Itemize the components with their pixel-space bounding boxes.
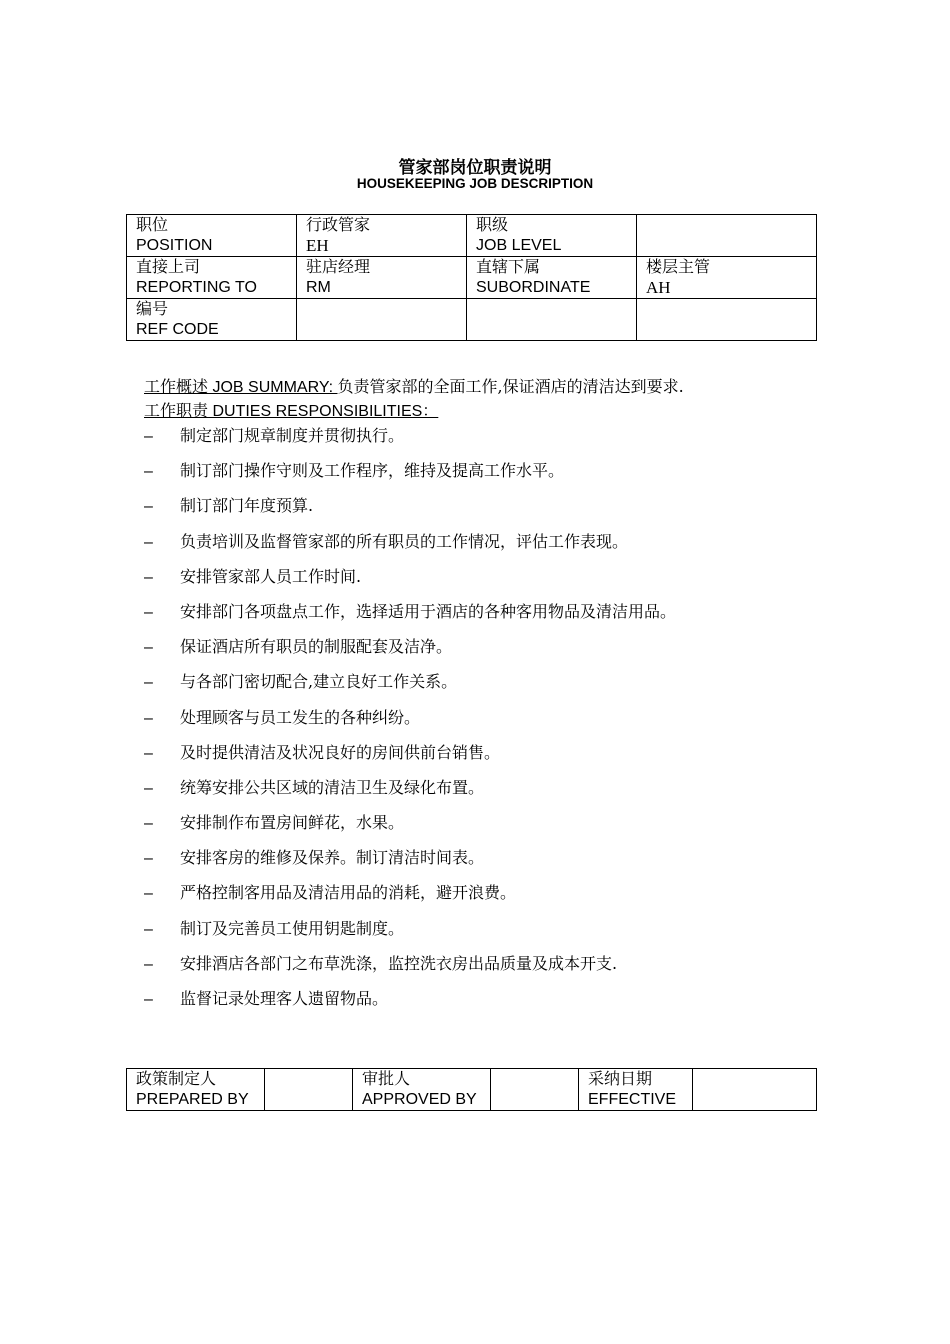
duty-item — [144, 600, 676, 635]
level-label-cell — [467, 215, 637, 257]
duties-label-en: DUTIES RESPONSIBILITIES： — [208, 403, 439, 420]
ref-label-cell — [127, 299, 297, 341]
summary-label — [144, 377, 338, 396]
subordinate-value-en: AH — [646, 278, 671, 297]
duty-item — [144, 776, 676, 811]
duty-item — [144, 811, 676, 846]
table-row — [127, 257, 817, 299]
duty-text: 严格控制客用品及清洁用品的消耗，避开浪费。 — [180, 883, 517, 903]
duty-text: 制定部门规章制度并贯彻执行。 — [180, 426, 405, 445]
level-value-cell — [637, 215, 817, 257]
duty-item — [144, 530, 676, 565]
dash-bullet: – — [144, 744, 153, 762]
duty-item — [144, 459, 676, 494]
summary-text: 负责管家部的全面工作,保证酒店的清洁达到要求. — [337, 377, 684, 396]
prepared-label-cell — [127, 1069, 265, 1111]
duty-text: 安排部门各项盘点工作，选择适用于酒店的各种客用物品及清洁用品。 — [180, 601, 677, 621]
dash-bullet: – — [144, 709, 153, 727]
duty-text: 制订部门操作守则及工作程序，维持及提高工作水平。 — [180, 461, 565, 481]
dash-bullet: – — [144, 463, 153, 481]
level-label-zh: 职级 — [476, 215, 509, 234]
approved-label-en: APPROVED BY — [362, 1091, 477, 1108]
approved-label-zh: 审批人 — [362, 1069, 411, 1088]
position-label-zh: 职位 — [136, 215, 169, 234]
subordinate-value-zh: 楼层主管 — [646, 257, 711, 276]
position-label-en: POSITION — [136, 237, 213, 254]
empty-cell — [637, 299, 817, 341]
table-row — [127, 215, 817, 257]
reporting-value-zh: 驻店经理 — [306, 257, 371, 276]
duty-item — [144, 846, 676, 881]
duty-text: 统筹安排公共区域的清洁卫生及绿化布置。 — [180, 777, 485, 797]
position-value-cell — [297, 215, 467, 257]
reporting-label-zh: 直接上司 — [136, 257, 201, 276]
duty-text: 保证酒店所有职员的制服配套及洁净。 — [180, 637, 453, 657]
job-info-table — [126, 214, 817, 341]
duties-label — [144, 401, 438, 420]
reporting-value-cell — [297, 257, 467, 299]
duty-item — [144, 670, 676, 705]
duties-label-zh: 工作职责 — [144, 401, 209, 420]
duty-item — [144, 424, 676, 459]
level-label-en: JOB LEVEL — [476, 237, 562, 254]
duty-text: 与各部门密切配合,建立良好工作关系。 — [180, 672, 458, 692]
approved-label-cell — [353, 1069, 491, 1111]
dash-bullet: – — [144, 533, 153, 551]
prepared-label-en: PREPARED BY — [136, 1091, 249, 1108]
subordinate-label-cell — [467, 257, 637, 299]
duty-text: 安排制作布置房间鲜花，水果。 — [180, 813, 405, 833]
table-row — [127, 299, 817, 341]
dash-bullet: – — [144, 674, 153, 692]
subordinate-value-cell — [637, 257, 817, 299]
duty-text: 及时提供清洁及状况良好的房间供前台销售。 — [180, 742, 501, 762]
effective-label-en: EFFECTIVE — [588, 1091, 677, 1108]
reporting-label-en: REPORTING TO — [136, 279, 257, 296]
duty-text: 安排管家部人员工作时间. — [180, 566, 362, 586]
subordinate-label-en: SUBORDINATE — [476, 279, 591, 296]
effective-label-zh: 采纳日期 — [588, 1069, 653, 1088]
dash-bullet: – — [144, 428, 153, 445]
document-title-zh: 管家部岗位职责说明 — [398, 158, 552, 178]
dash-bullet: – — [144, 815, 153, 833]
duty-item — [144, 987, 676, 1022]
duty-text: 处理顾客与员工发生的各种纠纷。 — [180, 707, 421, 727]
dash-bullet: – — [144, 991, 153, 1008]
summary-label-zh: 工作概述 — [144, 377, 209, 396]
duty-text: 监督记录处理客人遗留物品。 — [180, 989, 389, 1008]
duty-text: 制订部门年度预算. — [180, 496, 314, 516]
position-label-cell — [127, 215, 297, 257]
ref-label-en: REF CODE — [136, 321, 219, 338]
position-value-en: EH — [306, 236, 329, 255]
duty-text: 安排酒店各部门之布草洗涤，监控洗衣房出品质量及成本开支. — [180, 953, 618, 973]
dash-bullet: – — [144, 885, 153, 903]
dash-bullet: – — [144, 779, 153, 797]
effective-label-cell — [579, 1069, 693, 1111]
subordinate-label-zh: 直辖下属 — [476, 257, 541, 276]
duty-text: 安排客房的维修及保养。制订清洁时间表。 — [180, 848, 485, 868]
dash-bullet: – — [144, 920, 153, 938]
reporting-value-en: RM — [306, 279, 331, 296]
ref-value-cell — [297, 299, 467, 341]
duties-list — [144, 424, 676, 1022]
dash-bullet: – — [144, 850, 153, 868]
position-value-zh: 行政管家 — [306, 215, 371, 234]
dash-bullet: – — [144, 498, 153, 516]
empty-cell — [467, 299, 637, 341]
duty-item — [144, 565, 676, 600]
approval-table — [126, 1068, 817, 1111]
duty-item — [144, 881, 676, 916]
dash-bullet: – — [144, 639, 153, 657]
dash-bullet: – — [144, 603, 153, 621]
duty-text: 制订及完善员工使用钥匙制度。 — [180, 918, 405, 938]
summary-label-en: JOB SUMMARY: — [208, 379, 338, 396]
duty-item — [144, 741, 676, 776]
reporting-label-cell — [127, 257, 297, 299]
duty-item — [144, 706, 676, 741]
dash-bullet: – — [144, 955, 153, 973]
job-summary-line — [144, 375, 684, 399]
effective-value-cell — [693, 1069, 817, 1111]
dash-bullet: – — [144, 568, 153, 586]
duty-item — [144, 917, 676, 952]
duties-heading — [144, 399, 684, 423]
approved-value-cell — [491, 1069, 579, 1111]
duty-text: 负责培训及监督管家部的所有职员的工作情况，评估工作表现。 — [180, 531, 629, 551]
document-title-en: HOUSEKEEPING JOB DESCRIPTION — [356, 176, 594, 191]
duty-item — [144, 635, 676, 670]
prepared-value-cell — [265, 1069, 353, 1111]
table-row — [127, 1069, 817, 1111]
duty-item — [144, 494, 676, 529]
ref-label-zh: 编号 — [136, 299, 169, 318]
summary-section — [144, 375, 684, 423]
prepared-label-zh: 政策制定人 — [136, 1069, 217, 1088]
duty-item — [144, 952, 676, 987]
